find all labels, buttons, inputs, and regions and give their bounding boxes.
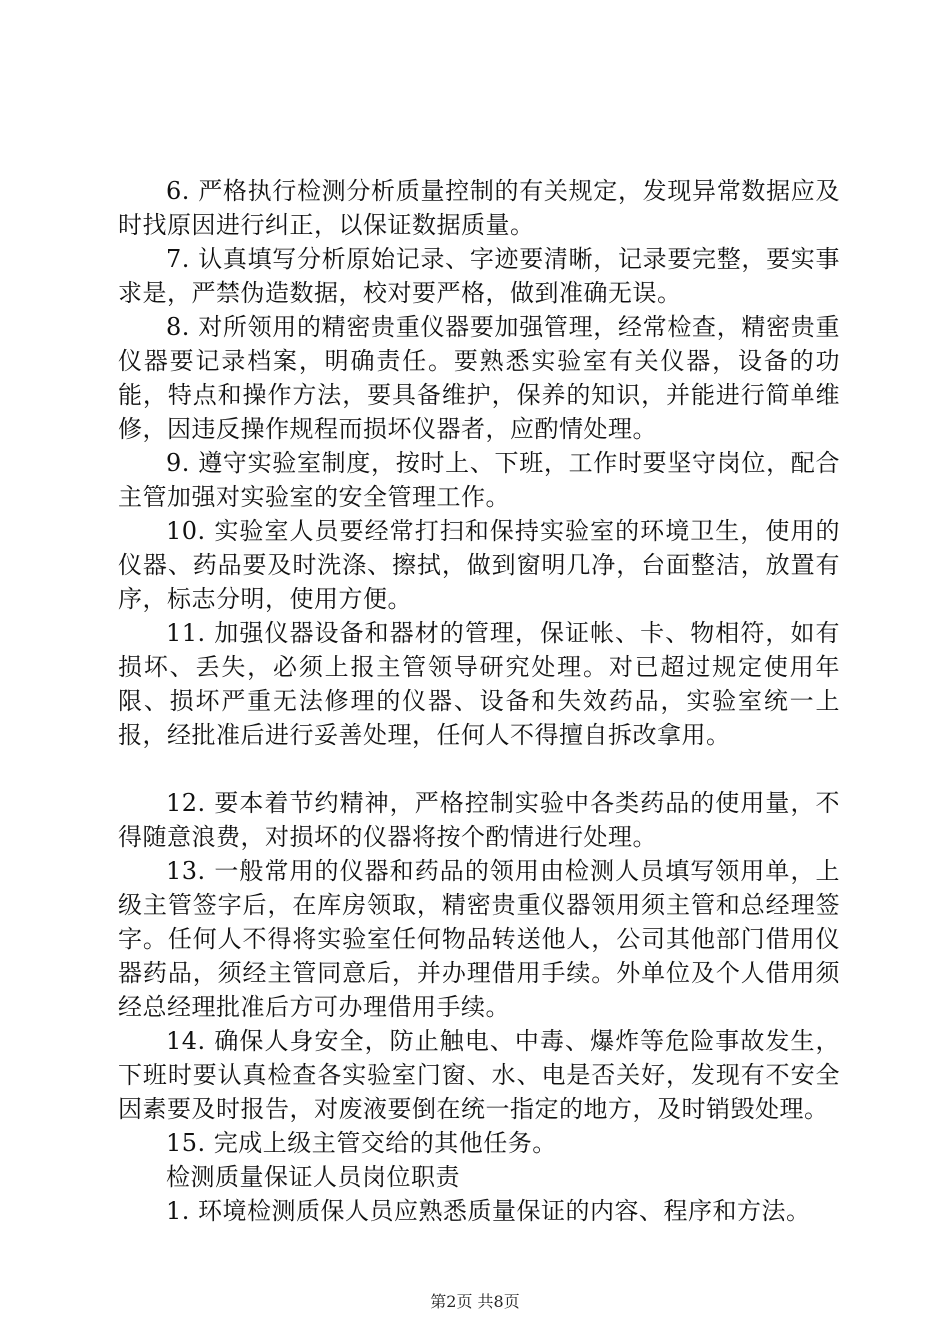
paragraph-item-6: 6. 严格执行检测分析质量控制的有关规定，发现异常数据应及时找原因进行纠正，以保证数据质量。	[118, 177, 840, 239]
paragraph-item-15: 15. 完成上级主管交给的其他任务。	[166, 1129, 557, 1157]
page-footer	[0, 1292, 950, 1312]
paragraph-item-7: 7. 认真填写分析原始记录、字迹要清晰，记录要完整，要实事求是，严禁伪造数据，校对要严格，做到准确无误。	[118, 245, 840, 307]
page-number-label: 第2页 共8页	[430, 1292, 520, 1311]
paragraph-item-14: 14. 确保人身安全，防止触电、中毒、爆炸等危险事故发生，下班时要认真检查各实验室门窗、水、电是否关好，发现有不安全因素要及时报告，对废液要倒在统一指定的地方，及时销毁处理。	[118, 1027, 840, 1123]
document-body	[118, 174, 840, 1228]
paragraph-item-8: 8. 对所领用的精密贵重仪器要加强管理，经常检查，精密贵重仪器要记录档案，明确责任。要熟悉实验室有关仪器，设备的功能，特点和操作方法，要具备维护，保养的知识，并能进行简单维修，因违反操作规程而损坏仪器者，应酌情处理。	[118, 313, 840, 443]
paragraph-item-1: 1. 环境检测质保人员应熟悉质量保证的内容、程序和方法。	[166, 1197, 811, 1225]
paragraph-item-12: 12. 要本着节约精神，严格控制实验中各类药品的使用量，不得随意浪费，对损坏的仪器将按个酌情进行处理。	[118, 789, 840, 851]
paragraph-item-13: 13. 一般常用的仪器和药品的领用由检测人员填写领用单，上级主管签字后，在库房领取，精密贵重仪器领用须主管和总经理签字。任何人不得将实验室任何物品转送他人，公司其他部门借用仪器药品，须经主管同意后，并办理借用手续。外单位及个人借用须经总经理批准后方可办理借用手续。	[118, 857, 840, 1021]
paragraph-item-10: 10. 实验室人员要经常打扫和保持实验室的环境卫生，使用的仪器、药品要及时洗涤、擦拭，做到窗明几净，台面整洁，放置有序，标志分明，使用方便。	[118, 517, 840, 613]
paragraph-item-11: 11. 加强仪器设备和器材的管理，保证帐、卡、物相符，如有损坏、丢失，必须上报主管领导研究处理。对已超过规定使用年限、损坏严重无法修理的仪器、设备和失效药品，实验室统一上报，经批准后进行妥善处理，任何人不得擅自拆改拿用。	[118, 619, 840, 749]
paragraph-item-9: 9. 遵守实验室制度，按时上、下班，工作时要坚守岗位，配合主管加强对实验室的安全管理工作。	[118, 449, 840, 511]
section-heading: 检测质量保证人员岗位职责	[166, 1163, 460, 1191]
